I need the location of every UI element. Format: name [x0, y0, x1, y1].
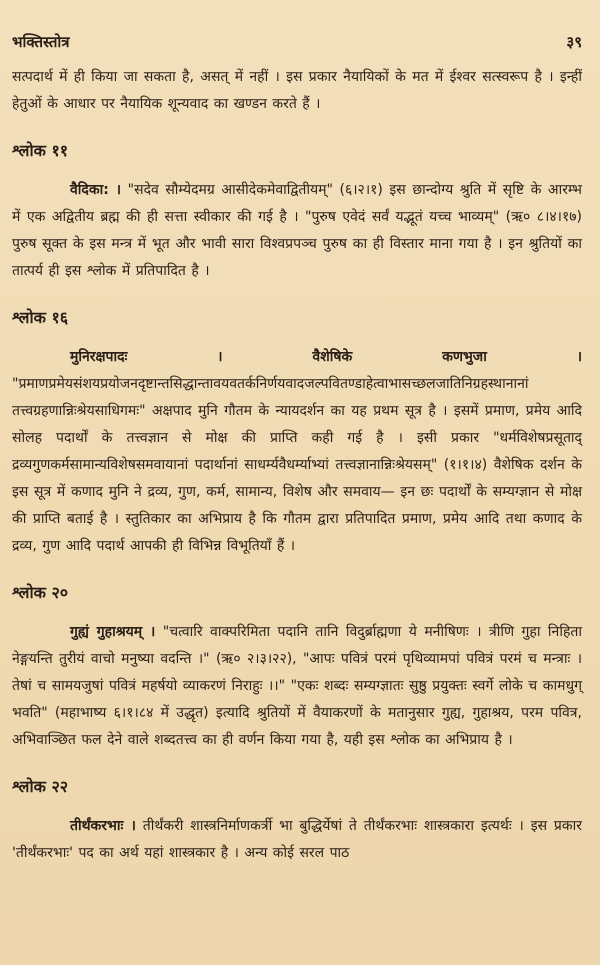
- header-title: भक्तिस्तोत्र: [12, 33, 70, 51]
- shloka-section-11: [12, 139, 582, 285]
- shloka-section-16: [12, 306, 582, 560]
- running-header: [12, 32, 582, 54]
- shloka-commentary: तीर्थंकरी शास्त्रनिर्माणकर्त्री भा बुद्धिर्येषां ते तीर्थंकरभाः शास्त्रकारा इत्यर्थः । इस प्रकार 'तीर्थंकरभाः' पद का अर्थ यहां शास्त्रकार है । अन्य कोई सरल पाठ: [12, 818, 582, 861]
- shloka-heading: श्लोक २२: [12, 777, 69, 796]
- page-number: ३९: [566, 33, 582, 51]
- shloka-paragraph: [12, 177, 582, 285]
- shloka-lead-term: वैदिका: ।: [70, 182, 122, 198]
- shloka-paragraph: [12, 619, 582, 754]
- shloka-lead-term: गुह्यं गुहाश्रयम् ।: [70, 624, 156, 640]
- shloka-heading: श्लोक २०: [12, 583, 69, 602]
- shloka-lead-term: तीर्थंकरभाः ।: [70, 818, 136, 834]
- shloka-heading: श्लोक १६: [12, 308, 69, 327]
- shloka-commentary: "प्रमाणप्रमेयसंशयप्रयोजनदृष्टान्तसिद्धान्तावयवतर्कनिर्णयवादजल्पवितण्डाहेत्वाभासच्छलजातिनिग्रहस्थानानां तत्त्वग्रहणान्निःश्रेयसाधिगमः" अक्षपाद मुनि गौतम के न्यायदर्शन का यह प्रथम सूत्र है । इसमें प्रमाण, प्रमेय आदि सोलह पदार्थों के तत्त्वज्ञान से मोक्ष की प्राप्ति कही गई है । इसी प्रकार "धर्मविशेषप्रसूताद् द्रव्यगुणकर्मसामान्यविशेषसमवायानां पदार्थानां साधर्म्यवैधर्म्याभ्यां तत्त्वज्ञानान्निःश्रेयसम्" (१।१।४) वैशेषिक दर्शन के इस सूत्र में कणाद मुनि ने द्रव्य, गुण, कर्म, सामान्य, विशेष और समवाय— इन छः पदार्थों के सम्यग्ज्ञान से मोक्ष की प्राप्ति बताई है । स्तुतिकार का अभिप्राय है कि गौतम द्वारा प्रतिपादित प्रमाण, प्रमेय आदि तथा कणाद के द्रव्य, गुण आदि पदार्थ आपकी ही विभिन्न विभूतियाँ हैं ।: [12, 376, 582, 554]
- shloka-lead-term: मुनिरक्षपादः । वैशेषिके कणभुजा ।: [70, 349, 582, 365]
- shloka-section-22: [12, 775, 582, 867]
- page-body: [12, 64, 582, 867]
- shloka-section-20: [12, 581, 582, 754]
- shloka-commentary: "सदेव सौम्येदमग्र आसीदेकमेवाद्वितीयम्" (६।२।१) इस छान्दोग्य श्रुति में सृष्टि के आरम्भ में एक अद्वितीय ब्रह्म की ही सत्ता स्वीकार की गई है । "पुरुष एवेदं सर्वं यद्भूतं यच्च भाव्यम्" (ऋ० ८।४।१७) पुरुष सूक्त के इस मन्त्र में भूत और भावी सारा विश्वप्रपञ्च पुरुष का ही विस्तार माना गया है । इन श्रुतियों का तात्पर्य ही इस श्लोक में प्रतिपादित है ।: [12, 182, 582, 279]
- shloka-commentary: "चत्वारि वाक्परिमिता पदानि तानि विदुर्ब्राह्मणा ये मनीषिणः । त्रीणि गुहा निहिता नेङ्गयन्ति तुरीयं वाचो मनुष्या वदन्ति ।" (ऋ० २।३।२२), "आपः पवित्रं परमं पृथिव्यामपां पवित्रं परमं च मन्त्राः । तेषां च सामयजुषां पवित्रं महर्षयो व्याकरणं निराहुः ।।" "एकः शब्दः सम्यग्ज्ञातः सुष्ठु प्रयुक्तः स्वर्गे लोके च कामधुग् भवति" (महाभाष्य ६।१।८४ में उद्धृत) इत्यादि श्रुतियों में वैयाकरणों के मतानुसार गुह्य, गुहाश्रय, परम पवित्र, अभिवाञ्छित फल देने वाले शब्दतत्त्व का ही वर्णन किया गया है, यही इस श्लोक का अभिप्राय है ।: [12, 624, 582, 748]
- shloka-paragraph: [12, 344, 582, 560]
- intro-paragraph: सत्पदार्थ में ही किया जा सकता है, असत् में नहीं । इस प्रकार नैयायिकों के मत में ईश्वर सत्स्वरूप है । इन्हीं हेतुओं के आधार पर नैयायिक शून्यवाद का खण्डन करते हैं ।: [12, 69, 582, 112]
- shloka-paragraph: [12, 813, 582, 867]
- shloka-heading: श्लोक ११: [12, 141, 69, 160]
